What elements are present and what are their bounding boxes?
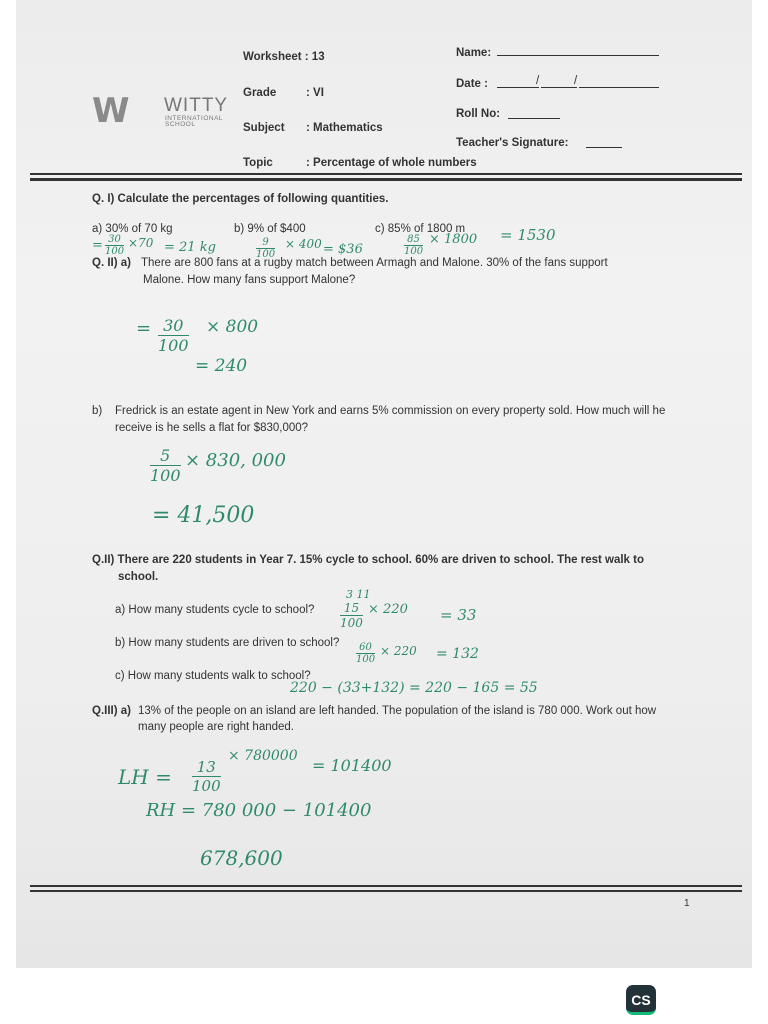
date-separator: /	[574, 75, 578, 87]
hw-q2a-equals: =	[136, 318, 152, 339]
hw-q3a-numerator: 15	[343, 601, 360, 615]
hw-q2a-numerator: 30	[163, 316, 184, 335]
name-label: Name:	[456, 47, 492, 59]
q2-text-line2: Malone. How many fans support Malone?	[143, 274, 356, 286]
logo-sub-international: INTERNATIONAL	[165, 115, 224, 122]
hw-q4-multiplier: × 780000	[228, 748, 298, 764]
hw-q3a-multiplier: × 220	[368, 602, 408, 617]
hw-q1a-multiplier: ×70	[128, 236, 154, 250]
hw-q4-fraction	[192, 758, 221, 795]
subject-label: Subject	[243, 122, 285, 134]
hw-q1a-equals: =	[92, 238, 103, 253]
q2-label: Q. II) a)	[92, 257, 131, 269]
q1-part-a: a) 30% of 70 kg	[92, 223, 173, 235]
hw-q1c-result: = 1530	[500, 226, 556, 244]
date-field-year[interactable]	[579, 87, 659, 88]
q1-part-c: c) 85% of 1800 m	[375, 223, 466, 235]
header-divider	[30, 173, 742, 175]
hw-q3a-denominator: 100	[340, 616, 363, 630]
date-field-month[interactable]	[541, 87, 577, 88]
hw-q1c-numerator: 85	[407, 234, 420, 245]
hw-q4-final-answer: 678,600	[200, 846, 283, 870]
q2b-text-line2: receive is he sells a flat for $830,000?	[115, 422, 309, 434]
hw-q3c-working: 220 − (33+132) = 220 − 165 = 55	[290, 680, 538, 696]
hw-q1a-fraction	[105, 234, 124, 257]
q4-label: Q.III) a)	[92, 705, 131, 717]
rollno-field[interactable]	[508, 118, 560, 119]
q3-part-c: c) How many students walk to school?	[115, 670, 311, 682]
hw-q2a-denominator: 100	[158, 336, 189, 355]
topic-label: Topic	[243, 157, 273, 169]
hw-q1a-numerator: 30	[108, 234, 121, 245]
hw-q3a-fraction	[340, 601, 363, 630]
q3-text-line2: school.	[118, 571, 159, 583]
date-field-day[interactable]	[497, 87, 539, 88]
hw-q1a-denominator: 100	[105, 246, 125, 257]
hw-q4-rh-working: RH = 780 000 − 101400	[146, 800, 372, 821]
topic-value: : Percentage of whole numbers	[306, 157, 477, 169]
hw-q3b-result: = 132	[436, 646, 479, 662]
hw-q1c-fraction	[404, 234, 423, 257]
hw-q2b-numerator: 5	[160, 446, 171, 465]
header-divider	[30, 178, 742, 181]
q4-text-line2: many people are right handed.	[138, 721, 294, 733]
hw-q1b-denominator: 100	[256, 249, 276, 260]
q2b-label: b)	[92, 405, 103, 417]
school-logo	[92, 91, 128, 131]
hw-q2b-result: = 41,500	[152, 503, 255, 528]
date-separator: /	[536, 75, 540, 87]
hw-q4-numerator: 13	[196, 758, 216, 776]
camscanner-badge: CS	[626, 985, 656, 1015]
hw-q4-lh-label: LH =	[118, 765, 172, 789]
hw-q2a-fraction	[158, 316, 189, 355]
hw-q4-result: = 101400	[312, 756, 392, 775]
hw-q3b-multiplier: × 220	[380, 644, 417, 658]
q1-part-b: b) 9% of $400	[234, 223, 306, 235]
signature-label: Teacher's Signature:	[456, 137, 569, 149]
worksheet-page	[16, 0, 752, 968]
hw-q1b-result: = $36	[323, 242, 363, 257]
footer-divider	[30, 885, 742, 887]
hw-q3b-denominator: 100	[356, 654, 376, 665]
hw-q2b-multiplier: × 830, 000	[185, 450, 286, 471]
hw-q1a-result: = 21 kg	[164, 240, 216, 255]
hw-q3b-fraction	[356, 642, 375, 665]
hw-q1c-multiplier: × 1800	[429, 232, 478, 247]
rollno-label: Roll No:	[456, 108, 501, 120]
q3-part-a: a) How many students cycle to school?	[115, 604, 315, 616]
logo-sub-school: SCHOOL	[165, 121, 196, 128]
hw-q2a-result: = 240	[195, 356, 248, 376]
hw-q4-denominator: 100	[192, 777, 221, 795]
hw-q2b-denominator: 100	[150, 466, 181, 485]
page-number: 1	[684, 898, 690, 909]
logo-name: WITTY	[164, 95, 229, 116]
logo-mark: W	[92, 91, 128, 131]
hw-q3a-cancel-marks: 3 11	[346, 588, 371, 601]
q2b-text-line1: Fredrick is an estate agent in New York and earns 5% commission on every property sold. How much will he	[115, 405, 666, 417]
date-label: Date :	[456, 78, 488, 90]
q2-text-line1: There are 800 fans at a rugby match between Armagh and Malone. 30% of the fans support	[141, 257, 608, 269]
q3-part-b: b) How many students are driven to school?	[115, 637, 340, 649]
hw-q1c-denominator: 100	[404, 246, 424, 257]
name-field[interactable]	[497, 55, 659, 56]
hw-q3a-result: = 33	[440, 606, 477, 624]
hw-q2a-multiplier: × 800	[206, 317, 259, 337]
grade-label: Grade	[243, 87, 277, 99]
q3-text-line1: Q.II) There are 220 students in Year 7. 15% cycle to school. 60% are driven to school. The rest walk to	[92, 554, 644, 566]
signature-field[interactable]	[586, 147, 622, 148]
q4-text-line1: 13% of the people on an island are left handed. The population of the island is 780 000. Work out how	[138, 705, 657, 717]
hw-q1b-numerator: 9	[262, 237, 269, 248]
worksheet-number: Worksheet : 13	[243, 51, 325, 63]
hw-q1b-multiplier: × 400	[285, 237, 322, 251]
q1-title: Q. I) Calculate the percentages of following quantities.	[92, 193, 389, 205]
footer-divider	[30, 890, 742, 892]
grade-value: : VI	[306, 87, 324, 99]
subject-value: : Mathematics	[306, 122, 383, 134]
hw-q2b-fraction	[150, 446, 181, 485]
hw-q3b-numerator: 60	[359, 642, 372, 653]
